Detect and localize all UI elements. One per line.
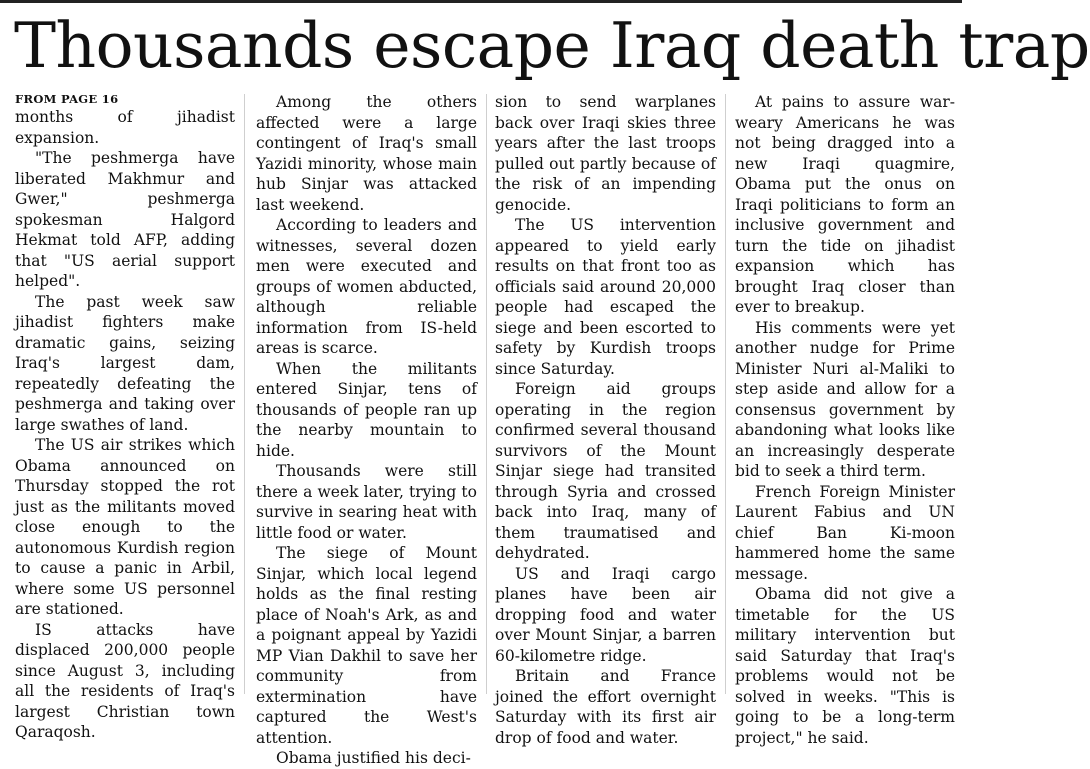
column-divider [486,94,487,694]
article-column-1 [15,92,235,741]
paragraph: "The peshmerga have liberated Makhmur and Gwer," peshmerga spokesman Halgord Hekmat told AFP, adding that "US aerial support helped". [15,149,235,290]
paragraph: Foreign aid groups operating in the region confirmed several thousand survivors of the Mount Sinjar siege had transited through Syria and crossed back into Iraq, many of them traumatised and dehydrated. [495,380,716,562]
top-border-rule [0,0,962,3]
paragraph: Obama justified his deci- [276,749,471,767]
paragraph: The past week saw jihadist fighters make dramatic gains, seizing Iraq's largest dam, repeatedly defeating the peshmerga and taking over large swathes of land. [15,292,235,434]
paragraph: IS attacks have displaced 200,000 people since August 3, including all the residents of Iraq's largest Christian town Qaraqosh. [15,620,235,741]
paragraph: At pains to assure war-weary Americans he was not being dragged into a new Iraqi quagmire, Obama put the onus on Iraqi politicians to form an inclusive government and turn the tide on jihadist expansion which has brought Iraq closer than ever to breakup. [735,93,955,316]
paragraph: French Foreign Minister Laurent Fabius and UN chief Ban Ki-moon hammered home the same message. [735,482,955,583]
paragraph: The US intervention appeared to yield early results on that front too as officials said around 20,000 people had escaped the siege and been escorted to safety by Kurdish troops since Saturday. [495,216,716,378]
headline: Thousands escape Iraq death trap [14,9,1090,82]
jump-label: FROM PAGE 16 [15,92,119,106]
paragraph: Thousands were still there a week later, trying to survive in searing heat with little food or water. [256,462,477,542]
paragraph: months of jihadist expansion. [15,108,235,147]
paragraph: sion to send warplanes back over Iraqi skies three years after the last troops pulled out partly because of the risk of an impending genocide. [495,93,716,214]
column-divider [244,94,245,694]
paragraph: His comments were yet another nudge for Prime Minister Nuri al-Maliki to step aside and allow for a consensus government by abandoning what looks like an increasingly desperate bid to seek a third term. [735,318,955,480]
paragraph: The siege of Mount Sinjar, which local legend holds as the final resting place of Noah's Ark, as and a poignant appeal by Yazidi MP Vian Dakhil to save her community from extermination have captured the West's attention. [256,544,477,747]
article-column-3 [495,92,716,747]
article-column-2 [256,92,477,767]
paragraph: US and Iraqi cargo planes have been air dropping food and water over Mount Sinjar, a barren 60-kilometre ridge. [495,564,716,665]
paragraph: The US air strikes which Obama announced on Thursday stopped the rot just as the militants moved close enough to the autonomous Kurdish region to cause a panic in Arbil, where some US personnel are stationed. [15,436,235,618]
paragraph: Among the others affected were a large contingent of Iraq's small Yazidi minority, whose main hub Sinjar was attacked last weekend. [256,93,477,214]
paragraph: According to leaders and witnesses, several dozen men were executed and groups of women abducted, although reliable information from IS-held areas is scarce. [256,216,477,357]
paragraph: When the militants entered Sinjar, tens of thousands of people ran up the nearby mountain to hide. [256,359,477,460]
paragraph: Britain and France joined the effort overnight Saturday with its first air drop of food and water. [495,667,716,747]
paragraph: Obama did not give a timetable for the US military intervention but said Saturday that Iraq's problems would not be solved in weeks. "This is going to be a long-term project," he said. [735,585,955,747]
article-column-4 [735,92,955,747]
column-divider [725,94,726,694]
